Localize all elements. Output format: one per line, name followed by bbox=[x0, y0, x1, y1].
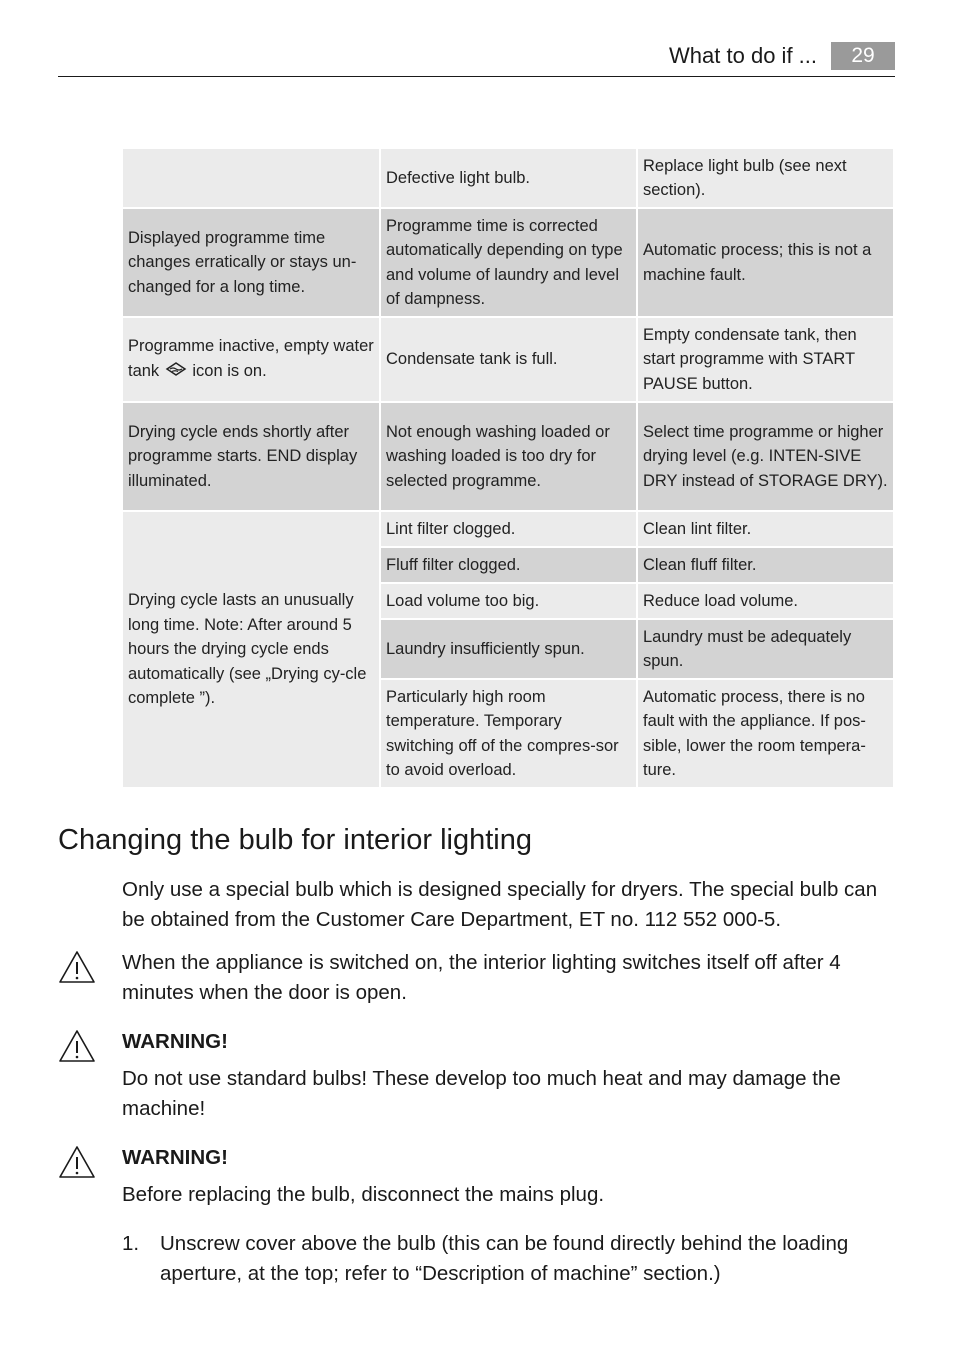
section-title: Changing the bulb for interior lighting bbox=[58, 824, 532, 856]
problem-cell: Drying cycle lasts an unusually long time. Note: After around 5 hours the drying cycle ends automatically (see „Drying cy-cle complete ”). bbox=[123, 512, 379, 787]
remedy-cell: Replace light bulb (see next section). bbox=[643, 156, 847, 199]
remedy-cell: Clean lint filter. bbox=[638, 512, 893, 546]
cause-cell: Laundry insufficiently spun. bbox=[381, 620, 636, 678]
problem-text: icon is on. bbox=[192, 361, 267, 380]
header-divider bbox=[58, 76, 895, 77]
remedy-cell: Reduce load volume. bbox=[638, 584, 893, 618]
step-text: Unscrew cover above the bulb (this can be found directly behind the loading aperture, at the top; refer to “Description of machine” section.) bbox=[160, 1232, 849, 1285]
note-paragraph: When the appliance is switched on, the interior lighting switches itself off after 4 minutes when the door is open. bbox=[122, 951, 841, 1004]
warning-triangle-icon bbox=[58, 1145, 96, 1179]
cause-cell: Defective light bulb. bbox=[386, 168, 530, 187]
running-header: What to do if ... bbox=[669, 43, 817, 68]
table-row bbox=[123, 149, 893, 207]
remedy-cell: Empty condensate tank, then start programme with START PAUSE button. bbox=[643, 325, 857, 393]
cause-cell: Programme time is corrected automatically depending on type and volume of laundry and level of dampness. bbox=[386, 216, 623, 308]
problem-text: Programme inactive, empty water tank bbox=[128, 337, 374, 380]
warning-triangle-icon bbox=[58, 1029, 96, 1063]
warning-title: WARNING! bbox=[122, 1030, 228, 1053]
cause-cell: Fluff filter clogged. bbox=[381, 548, 636, 582]
table-row bbox=[123, 318, 893, 401]
table-row bbox=[123, 512, 893, 546]
step-number: 1. bbox=[122, 1232, 140, 1255]
remedy-cell: Automatic process, there is no fault with the appliance. If pos-sible, lower the room tempera-ture. bbox=[638, 680, 893, 787]
problem-cell: Displayed programme time changes erratically or stays un-changed for a long time. bbox=[128, 228, 357, 296]
cause-cell: Condensate tank is full. bbox=[386, 350, 558, 369]
problem-cell: Drying cycle ends shortly after programme starts. END display illuminated. bbox=[128, 422, 358, 490]
cause-cell: Lint filter clogged. bbox=[381, 512, 636, 546]
table-row bbox=[123, 403, 893, 510]
cause-cell: Load volume too big. bbox=[381, 584, 636, 618]
remedy-cell: Select time programme or higher drying level (e.g. INTEN-SIVE DRY instead of STORAGE DRY). bbox=[643, 422, 888, 490]
warning-triangle-icon bbox=[58, 950, 96, 984]
intro-paragraph: Only use a special bulb which is designed specially for dryers. The special bulb can be obtained from the Customer Care Department, ET no. 112 552 000-5. bbox=[122, 878, 878, 931]
problem-cell bbox=[123, 149, 379, 207]
cause-cell: Not enough washing loaded or washing loaded is too dry for selected programme. bbox=[386, 422, 610, 490]
cause-cell: Particularly high room temperature. Temporary switching off of the compres-sor to avoid overload. bbox=[381, 680, 636, 787]
table-row bbox=[123, 209, 893, 316]
problem-cell bbox=[123, 318, 379, 401]
remedy-cell: Clean fluff filter. bbox=[638, 548, 893, 582]
troubleshooting-table bbox=[121, 147, 895, 789]
warning-title: WARNING! bbox=[122, 1146, 228, 1169]
page-number: 29 bbox=[831, 42, 895, 70]
warning-text: Before replacing the bulb, disconnect the mains plug. bbox=[122, 1183, 605, 1206]
remedy-cell: Automatic process; this is not a machine fault. bbox=[643, 241, 872, 284]
water-tank-icon bbox=[164, 360, 188, 386]
warning-text: Do not use standard bulbs! These develop too much heat and may damage the machine! bbox=[122, 1067, 841, 1120]
remedy-cell: Laundry must be adequately spun. bbox=[638, 620, 893, 678]
